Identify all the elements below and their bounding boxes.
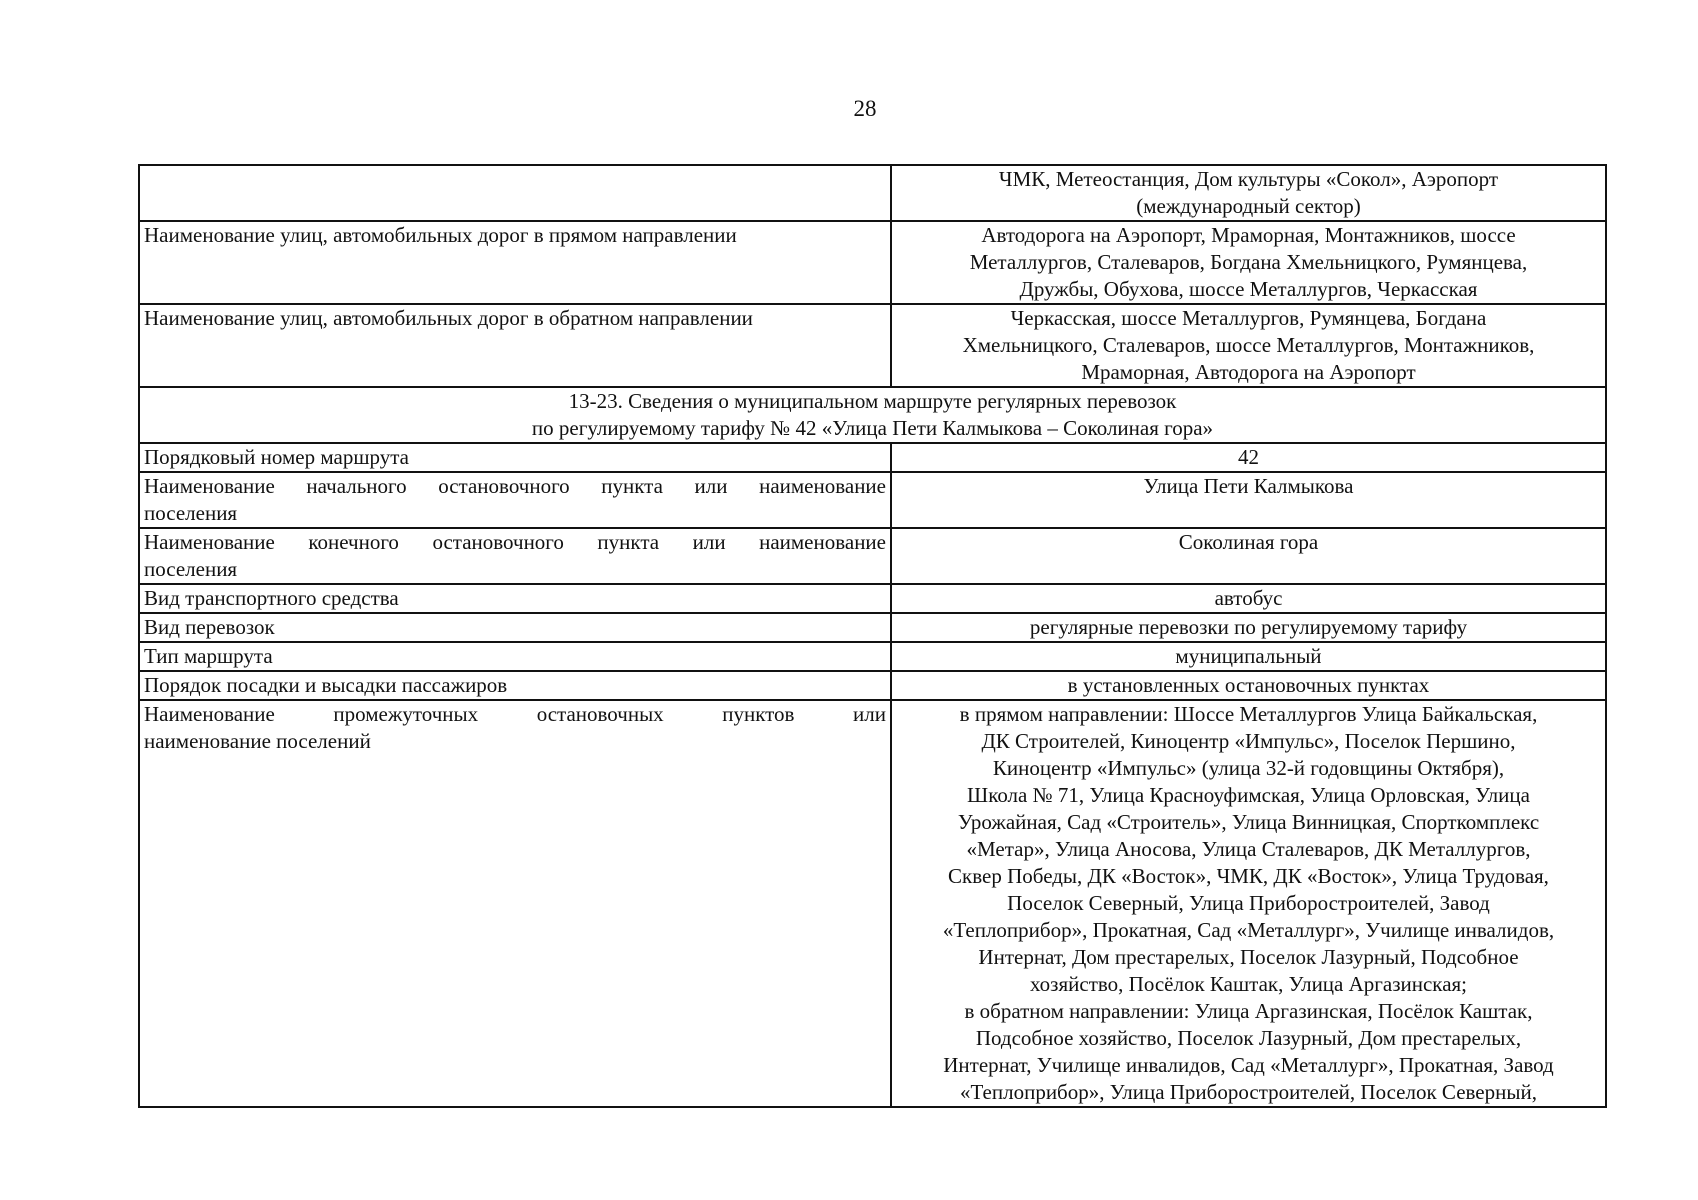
row-label: Тип маршрута <box>139 642 891 671</box>
table-row <box>139 671 1606 700</box>
table-row <box>139 165 1606 221</box>
row-value: Соколиная гора <box>891 528 1606 584</box>
row-label <box>139 700 891 1107</box>
page-number: 28 <box>853 96 877 121</box>
row-label <box>139 528 891 584</box>
row-label-main: Наименование промежуточных остановочных пунктов или <box>144 702 886 726</box>
row-label-tail: поселения <box>144 557 238 581</box>
row-value: муниципальный <box>891 642 1606 671</box>
row-label: Вид транспортного средства <box>139 584 891 613</box>
row-label: Наименование улиц, автомобильных дорог в обратном направлении <box>139 304 891 387</box>
section-title: 13-23. Сведения о муниципальном маршруте регулярных перевозок по регулируемому тарифу № 42 «Улица Пети Калмыкова – Соколиная гора» <box>139 387 1606 443</box>
row-label-tail: поселения <box>144 501 238 525</box>
row-value: в установленных остановочных пунктах <box>891 671 1606 700</box>
table-row <box>139 443 1606 472</box>
table-row <box>139 700 1606 1107</box>
table-row <box>139 642 1606 671</box>
table-row <box>139 472 1606 528</box>
row-label-tail: наименование поселений <box>144 729 371 753</box>
table-row <box>139 221 1606 304</box>
table-row <box>139 304 1606 387</box>
row-label-main: Наименование начального остановочного пункта или наименование <box>144 474 886 498</box>
row-label: Наименование улиц, автомобильных дорог в прямом направлении <box>139 221 891 304</box>
row-value: регулярные перевозки по регулируемому тарифу <box>891 613 1606 642</box>
row-label <box>139 165 891 221</box>
route-info-table <box>138 164 1607 1108</box>
row-value: ЧМК, Метеостанция, Дом культуры «Сокол», Аэропорт (международный сектор) <box>891 165 1606 221</box>
row-label: Порядок посадки и высадки пассажиров <box>139 671 891 700</box>
row-label: Вид перевозок <box>139 613 891 642</box>
section-header-row <box>139 387 1606 443</box>
row-label-main: Наименование конечного остановочного пункта или наименование <box>144 530 886 554</box>
row-value: Черкасская, шоссе Металлургов, Румянцева, Богдана Хмельницкого, Сталеваров, шоссе Металлургов, Монтажников, Мраморная, Автодорога на Аэропорт <box>891 304 1606 387</box>
row-value: 42 <box>891 443 1606 472</box>
table-row <box>139 613 1606 642</box>
table-row <box>139 584 1606 613</box>
table-row <box>139 528 1606 584</box>
row-label: Порядковый номер маршрута <box>139 443 891 472</box>
row-value: Автодорога на Аэропорт, Мраморная, Монтажников, шоссе Металлургов, Сталеваров, Богдана Хмельницкого, Румянцева, Дружбы, Обухова, шоссе Металлургов, Черкасская <box>891 221 1606 304</box>
row-value: Улица Пети Калмыкова <box>891 472 1606 528</box>
row-value: автобус <box>891 584 1606 613</box>
row-value: в прямом направлении: Шоссе Металлургов Улица Байкальская, ДК Строителей, Киноцентр «Импульс», Поселок Першино, Киноцентр «Импульс» (улица 32-й годовщины Октября), Школа № 71, Улица Красноуфимская, Улица Орловская, Улица Урожайная, Сад «Строитель», Улица Винницкая, Спорткомплекс «Метар», Улица Аносова, Улица Сталеваров, ДК Металлургов, Сквер Победы, ДК «Восток», ЧМК, ДК «Восток», Улица Трудовая, Поселок Северный, Улица Приборостроителей, Завод «Теплоприбор», Прокатная, Сад «Металлург», Училище инвалидов, Интернат, Дом престарелых, Поселок Лазурный, Подсобное хозяйство, Посёлок Каштак, Улица Аргазинская; в обратном направлении: Улица Аргазинская, Посёлок Каштак, Подсобное хозяйство, Поселок Лазурный, Дом престарелых, Интернат, Училище инвалидов, Сад «Металлург», Прокатная, Завод «Теплоприбор», Улица Приборостроителей, Поселок Северный, <box>891 700 1606 1107</box>
row-label <box>139 472 891 528</box>
